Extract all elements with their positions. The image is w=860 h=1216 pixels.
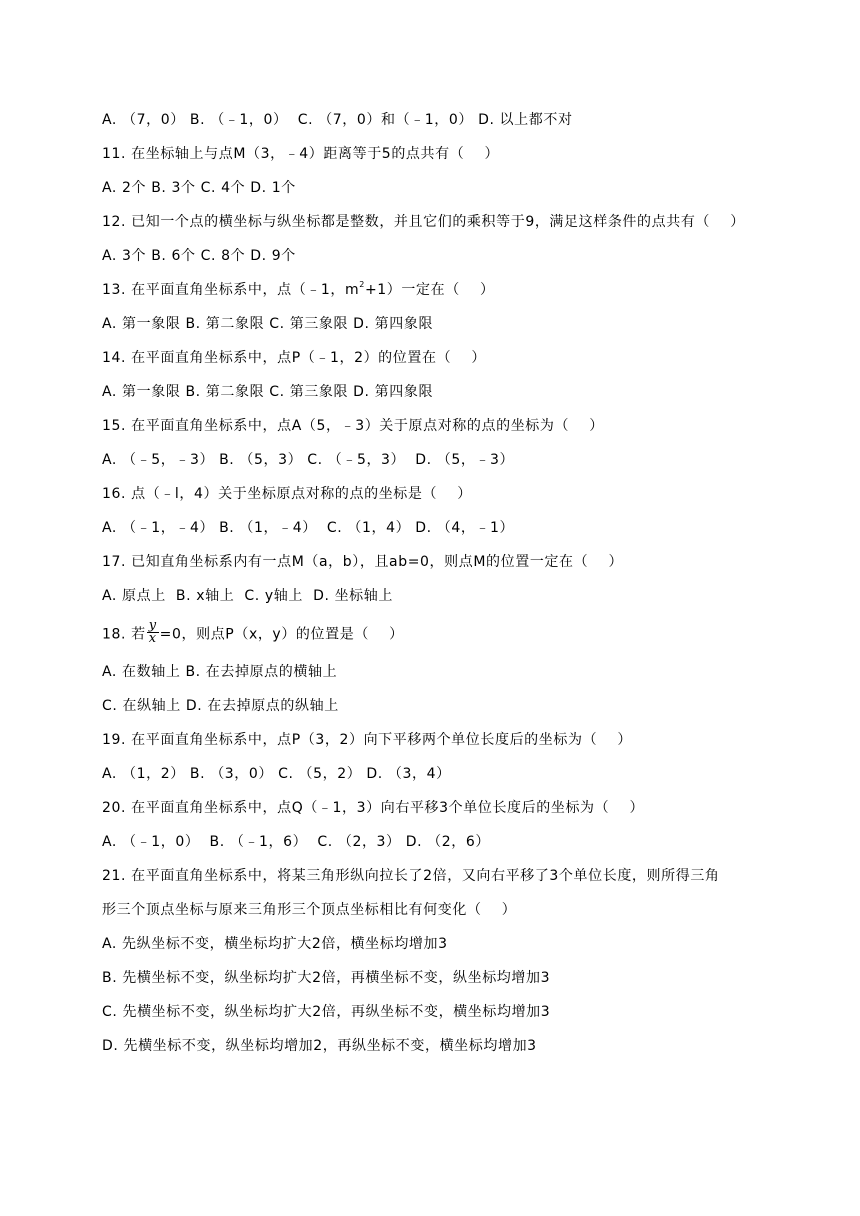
q18-options-cd: C. 在纵轴上 D. 在去掉原点的纵轴上 <box>102 698 339 714</box>
q13-stem-pre: 13. 在平面直角坐标系中，点（﹣1，m <box>102 282 360 298</box>
q15-stem: 15. 在平面直角坐标系中，点A（5，﹣3）关于原点对称的点的坐标为（ ） <box>102 418 604 434</box>
q11-stem: 11. 在坐标轴上与点M（3，﹣4）距离等于5的点共有（ ） <box>102 146 500 162</box>
q18-stem-pre: 18. 若 <box>102 626 146 643</box>
q18-stem-post: =0，则点P（x，y）的位置是（ ） <box>159 626 404 643</box>
q13-exponent: 2 <box>359 280 365 290</box>
q16-stem: 16. 点（﹣l，4）关于坐标原点对称的点的坐标是（ ） <box>102 486 472 502</box>
q14-options: A. 第一象限 B. 第二象限 C. 第三象限 D. 第四象限 <box>102 384 434 400</box>
q21-option-a: A. 先纵坐标不变，横坐标均扩大2倍，横坐标均增加3 <box>102 936 448 952</box>
q17-options: A. 原点上 B. x轴上 C. y轴上 D. 坐标轴上 <box>102 588 393 604</box>
q21-option-c: C. 先横坐标不变，纵坐标均扩大2倍，再纵坐标不变，横坐标均增加3 <box>102 1004 551 1020</box>
q20-stem: 20. 在平面直角坐标系中，点Q（﹣1，3）向右平移3个单位长度后的坐标为（ ） <box>102 800 645 816</box>
q20-options: A. （﹣1，0） B. （﹣1，6） C. （2，3） D. （2，6） <box>102 834 491 850</box>
q12-options: A. 3个 B. 6个 C. 8个 D. 9个 <box>102 248 296 264</box>
fraction-numerator: y <box>148 618 157 633</box>
q19-stem: 19. 在平面直角坐标系中，点P（3，2）向下平移两个单位长度后的坐标为（ ） <box>102 732 632 748</box>
q15-options: A. （﹣5，﹣3） B. （5，3） C. （﹣5，3） D. （5，﹣3） <box>102 452 515 468</box>
fraction-denominator: x <box>148 631 157 646</box>
q21-stem-line1: 21. 在平面直角坐标系中，将某三角形纵向拉长了2倍，又向右平移了3个单位长度，则所得三角 <box>102 868 720 884</box>
q14-stem: 14. 在平面直角坐标系中，点P（﹣1，2）的位置在（ ） <box>102 350 486 366</box>
q10-options: A. （7，0） B. （﹣1，0） C. （7，0）和（﹣1，0） D. 以上都不对 <box>102 112 573 128</box>
q21-option-d: D. 先横坐标不变，纵坐标均增加2，再纵坐标不变，横坐标均增加3 <box>102 1038 537 1054</box>
q21-option-b: B. 先横坐标不变，纵坐标均扩大2倍，再横坐标不变，纵坐标均增加3 <box>102 970 551 986</box>
q18-stem <box>102 618 800 646</box>
q12-stem: 12. 已知一个点的横坐标与纵坐标都是整数，并且它们的乘积等于9，满足这样条件的点共有（ ） <box>102 214 745 230</box>
q13-stem <box>102 280 800 300</box>
q16-options: A. （﹣1，﹣4） B. （1，﹣4） C. （1，4） D. （4，﹣1） <box>102 520 515 536</box>
q13-options: A. 第一象限 B. 第二象限 C. 第三象限 D. 第四象限 <box>102 316 434 332</box>
q19-options: A. （1，2） B. （3，0） C. （5，2） D. （3，4） <box>102 766 451 782</box>
q21-stem-line2: 形三个顶点坐标与原来三角形三个顶点坐标相比有何变化（ ） <box>102 902 517 918</box>
q11-options: A. 2个 B. 3个 C. 4个 D. 1个 <box>102 180 296 196</box>
q13-stem-post: +1）一定在（ ） <box>364 282 495 298</box>
q18-options-ab: A. 在数轴上 B. 在去掉原点的横轴上 <box>102 664 338 680</box>
q17-stem: 17. 已知直角坐标系内有一点M（a，b），且ab=0，则点M的位置一定在（ ） <box>102 554 624 570</box>
fraction-y-over-x <box>147 620 159 645</box>
